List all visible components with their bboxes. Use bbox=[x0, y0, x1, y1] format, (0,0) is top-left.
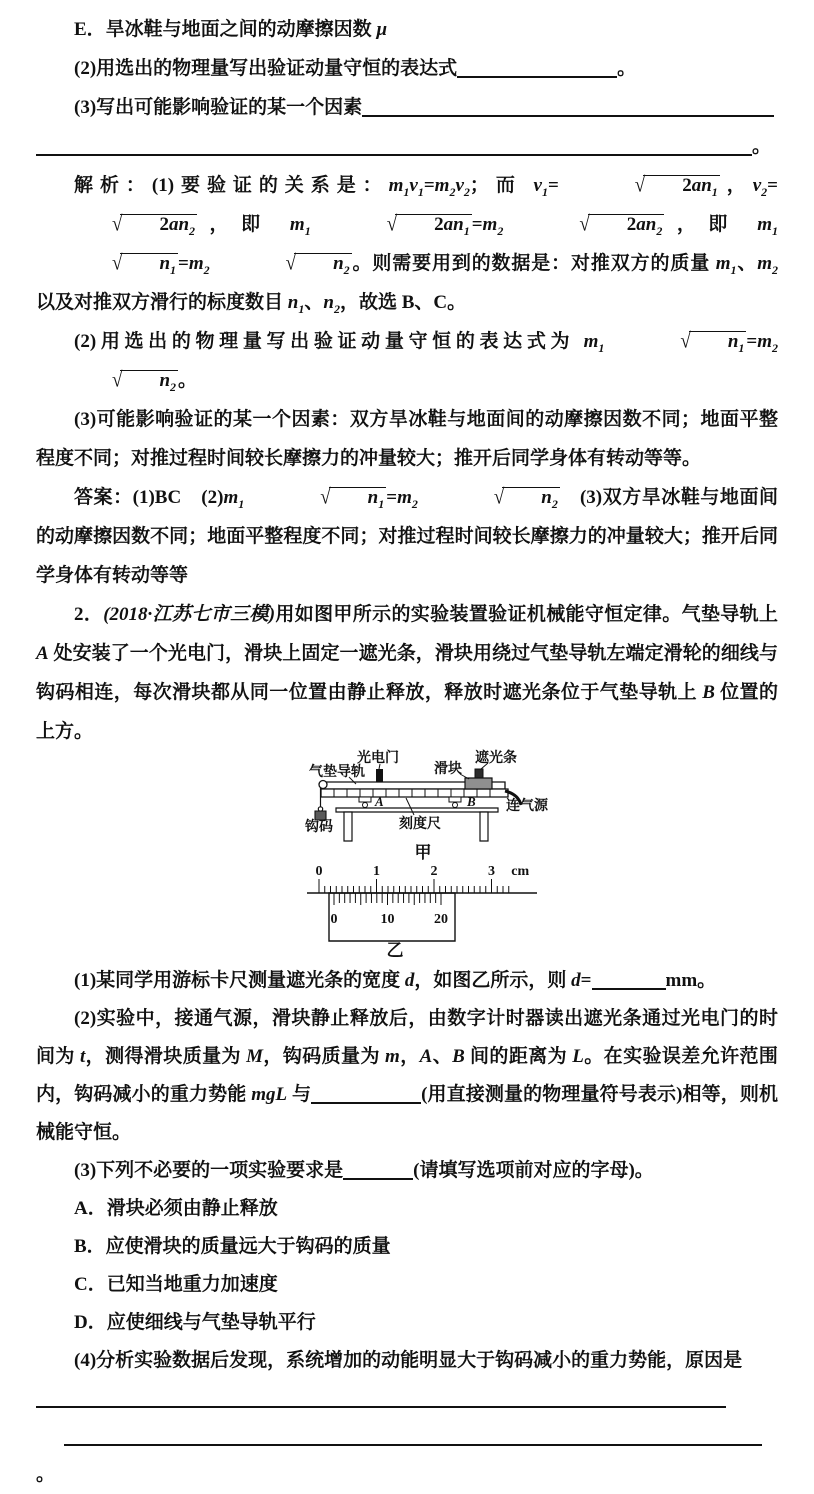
text-run: 用如图甲所示的实验装置验证机械能守恒定律。气垫导轨上 bbox=[275, 604, 778, 625]
text-run: 2 bbox=[159, 214, 169, 235]
math-variable: m bbox=[223, 487, 239, 508]
text-run: 。 bbox=[178, 370, 198, 391]
figure-yi-caption: 乙 bbox=[386, 941, 404, 960]
text-run: 。 bbox=[617, 58, 637, 79]
math-subscript: 1 bbox=[378, 496, 385, 511]
figure-jia-apparatus-diagram bbox=[294, 751, 554, 861]
photogate-label: 光电门 bbox=[357, 751, 399, 766]
text-run: (2)用选出的物理量写出验证动量守恒的表达式为 bbox=[74, 331, 584, 352]
text-run: 位置的上方。 bbox=[36, 682, 778, 742]
math-subscript: 2 bbox=[656, 223, 663, 238]
problem2-blank-line-2 bbox=[36, 1418, 778, 1494]
slider-label: 滑块 bbox=[434, 762, 462, 777]
ruler-label: 刻度尺 bbox=[399, 817, 441, 832]
math-subscript: 1 bbox=[417, 184, 424, 199]
math-variable: m bbox=[385, 1046, 400, 1067]
main-scale-unit: cm bbox=[511, 864, 530, 879]
problem2-option-c bbox=[36, 1266, 778, 1304]
text-run: (3)双方旱冰鞋与地面间的动摩擦因数不同；地面平整程度不同；对推过程时间较长摩擦力的冲量较大；推开后同学身体有转动等等 bbox=[36, 487, 778, 586]
radical-sign: √ bbox=[112, 251, 123, 276]
problem1-analysis-p1 bbox=[36, 166, 778, 322]
text-run: (3)可能影响验证的某一个因素：双方旱冰鞋与地面间的动摩擦因数不同；地面平整程度不同；对推过程时间较长摩擦力的冲量较大；推开后同学身体有转动等等。 bbox=[36, 409, 778, 469]
problem2-option-a bbox=[36, 1190, 778, 1228]
text-run: (1)BC (2) bbox=[132, 487, 224, 508]
text-run: E．旱冰鞋与地面之间的动摩擦因数 bbox=[74, 19, 377, 40]
radical bbox=[244, 478, 386, 517]
math-subscript: 1 bbox=[170, 262, 177, 277]
radical-body bbox=[120, 253, 178, 275]
math-variable: B bbox=[702, 682, 715, 703]
problem1-blank-line bbox=[36, 127, 778, 166]
math-variable: n bbox=[323, 292, 334, 313]
text-run: 、 bbox=[304, 292, 324, 313]
problem2-blank-line-1 bbox=[36, 1380, 778, 1418]
math-subscript: 1 bbox=[730, 262, 737, 277]
math-variable: L bbox=[572, 1046, 584, 1067]
math-subscript: 1 bbox=[598, 340, 605, 355]
main-scale-number: 0 bbox=[315, 864, 323, 879]
math-subscript: 2 bbox=[772, 340, 778, 355]
radical-sign: √ bbox=[680, 329, 691, 354]
math-variable: an bbox=[691, 175, 712, 196]
math-variable: m bbox=[289, 214, 305, 235]
math-variable: v bbox=[409, 175, 418, 196]
text-run: ，故选 B、C。 bbox=[339, 292, 467, 313]
math-subscript: 2 bbox=[189, 223, 196, 238]
text-run: 。 bbox=[752, 136, 772, 157]
vernier-number: 20 bbox=[434, 912, 448, 927]
text-run: 、 bbox=[736, 253, 758, 274]
math-variable: n bbox=[367, 487, 379, 508]
radical-body bbox=[395, 214, 472, 236]
section-problem1 bbox=[36, 10, 778, 960]
math-subscript: 2 bbox=[771, 262, 778, 277]
text-run: ， bbox=[399, 1046, 420, 1067]
math-variable: m bbox=[757, 253, 772, 274]
math-variable: n bbox=[727, 331, 739, 352]
text-run: = bbox=[423, 175, 435, 196]
figure-jia-caption: 甲 bbox=[414, 843, 432, 862]
math-variable: B bbox=[452, 1046, 465, 1067]
radical bbox=[36, 244, 178, 283]
light-blocking-strip bbox=[475, 769, 483, 778]
strip-label: 遮光条 bbox=[475, 751, 517, 766]
text-run: D．应使细线与气垫导轨平行 bbox=[74, 1312, 316, 1333]
vernier-labels bbox=[331, 912, 449, 927]
text-run: 2 bbox=[434, 214, 444, 235]
main-scale-labels bbox=[316, 864, 530, 879]
math-variable: m bbox=[715, 253, 731, 274]
text-run: = bbox=[767, 175, 778, 196]
radical bbox=[503, 205, 664, 244]
slider-block bbox=[465, 778, 492, 789]
radical-sign: √ bbox=[112, 212, 123, 237]
radical-body bbox=[329, 487, 387, 509]
blank-underline bbox=[311, 1085, 421, 1104]
math-variable: m bbox=[388, 175, 404, 196]
source-tag-run: (2018·江苏七市三模) bbox=[103, 604, 276, 625]
problem2-question-3 bbox=[36, 1152, 778, 1190]
math-variable: m bbox=[434, 175, 450, 196]
math-variable: m bbox=[188, 253, 204, 274]
text-run: ；而 bbox=[469, 175, 534, 196]
problem1-option-e bbox=[36, 10, 778, 49]
radical bbox=[604, 322, 746, 361]
blank-underline bbox=[362, 98, 774, 117]
figure-yi-vernier-caliper bbox=[302, 861, 542, 960]
blank-underline bbox=[64, 1427, 762, 1446]
text-run: (2)实验中，接通气源，滑块静止释放后，由数字计时器读出遮光条通过光电门的时间为 bbox=[36, 1008, 778, 1067]
position-b-label: B bbox=[467, 794, 476, 809]
math-variable: m bbox=[482, 214, 498, 235]
radical bbox=[418, 478, 560, 517]
math-subscript: 2 bbox=[551, 496, 558, 511]
math-variable: A bbox=[36, 643, 49, 664]
math-variable: m bbox=[397, 487, 412, 508]
text-run: 2 bbox=[626, 214, 637, 235]
air-source-label: 连气源 bbox=[506, 799, 548, 814]
math-subscript: 2 bbox=[333, 301, 340, 316]
position-a-label: A bbox=[375, 794, 384, 809]
weight-label: 钩码 bbox=[305, 820, 333, 835]
radical-body bbox=[120, 214, 197, 236]
radical-sign: √ bbox=[320, 485, 331, 510]
text-run: = bbox=[580, 970, 592, 991]
blank-underline bbox=[36, 1389, 726, 1408]
math-subscript: 2 bbox=[463, 184, 470, 199]
problem2-question-2 bbox=[36, 1000, 778, 1152]
photogate-sensor bbox=[376, 769, 383, 782]
text-run: ， bbox=[719, 175, 753, 196]
radical bbox=[311, 205, 472, 244]
math-subscript: 1 bbox=[238, 496, 245, 511]
math-subscript: 2 bbox=[343, 262, 350, 277]
math-variable: m bbox=[757, 214, 772, 235]
text-run: (用直接测量的物理量符号表示)相等，则机械能守恒。 bbox=[36, 1084, 778, 1143]
radical-body bbox=[120, 370, 178, 392]
math-subscript: 2 bbox=[761, 184, 768, 199]
table-leg-left bbox=[344, 812, 352, 841]
math-variable: m bbox=[757, 331, 772, 352]
math-variable: an bbox=[636, 214, 657, 235]
problem2-question-1 bbox=[36, 962, 778, 1000]
radical bbox=[36, 205, 197, 244]
text-run: (1)某同学用游标卡尺测量遮光条的宽度 bbox=[74, 970, 405, 991]
math-subscript: 1 bbox=[738, 340, 745, 355]
radical-sign: √ bbox=[285, 251, 297, 276]
math-variable: μ bbox=[376, 19, 388, 40]
text-run: C．已知当地重力加速度 bbox=[74, 1274, 278, 1295]
radical bbox=[36, 361, 178, 400]
radical bbox=[210, 244, 352, 283]
radical-sign: √ bbox=[386, 212, 398, 237]
math-subscript: 1 bbox=[463, 223, 470, 238]
hanging-weight bbox=[315, 811, 326, 820]
radical-body bbox=[643, 175, 720, 197]
text-run: (3)下列不必要的一项实验要求是 bbox=[74, 1160, 344, 1181]
text-run: 间的距离为 bbox=[464, 1046, 573, 1067]
vernier-number: 0 bbox=[330, 912, 338, 927]
math-variable: M bbox=[246, 1046, 264, 1067]
main-scale-number: 2 bbox=[430, 864, 438, 879]
text-run: B．应使滑块的质量远大于钩码的质量 bbox=[74, 1236, 391, 1257]
problem2-stem bbox=[36, 595, 778, 751]
math-variable: A bbox=[419, 1046, 433, 1067]
blank-underline bbox=[36, 137, 752, 156]
main-scale-number: 3 bbox=[488, 864, 495, 879]
table-leg-right bbox=[480, 812, 488, 841]
math-variable: an bbox=[443, 214, 464, 235]
math-variable: n bbox=[541, 487, 552, 508]
section-problem2-questions bbox=[36, 962, 778, 1494]
problem1-answer bbox=[36, 478, 778, 595]
math-subscript: 1 bbox=[403, 184, 410, 199]
text-run: = bbox=[746, 331, 758, 352]
text-run: = bbox=[386, 487, 398, 508]
math-variable: d bbox=[571, 970, 581, 991]
radical-body bbox=[588, 214, 665, 236]
math-variable: d bbox=[404, 970, 415, 991]
text-run: 以及对推双方滑行的标度数目 bbox=[36, 292, 288, 313]
text-run: 2 bbox=[682, 175, 692, 196]
pulley-icon bbox=[319, 781, 327, 789]
text-run: = bbox=[547, 175, 559, 196]
math-subscript: 2 bbox=[203, 262, 210, 277]
radical-body bbox=[502, 487, 560, 509]
air-track-ruler-band bbox=[321, 789, 508, 797]
problem1-question-3 bbox=[36, 88, 778, 127]
main-scale-number: 1 bbox=[373, 864, 380, 879]
radical-sign: √ bbox=[493, 485, 505, 510]
math-subscript: 2 bbox=[497, 223, 504, 238]
text-run: 、 bbox=[432, 1046, 453, 1067]
heading-run: 解析： bbox=[74, 175, 152, 196]
problem2-option-d bbox=[36, 1304, 778, 1342]
text-run: = bbox=[471, 214, 483, 235]
air-track-label: 气垫导轨 bbox=[309, 765, 365, 780]
math-subscript: 1 bbox=[711, 184, 718, 199]
math-subscript: 1 bbox=[541, 184, 548, 199]
math-variable: an bbox=[168, 214, 190, 235]
text-run: ，即 bbox=[664, 214, 758, 235]
problem1-question-2 bbox=[36, 49, 778, 88]
text-run: 。在实验误差允许范围内，钩码减小的重力势能 bbox=[36, 1046, 778, 1105]
text-run: (2)用选出的物理量写出验证动量守恒的表达式 bbox=[74, 58, 458, 79]
text-run: A．滑块必须由静止释放 bbox=[74, 1198, 278, 1219]
math-variable: n bbox=[159, 370, 171, 391]
problem2-question-4 bbox=[36, 1342, 778, 1380]
text-run: mm。 bbox=[665, 970, 717, 991]
math-variable: v bbox=[455, 175, 464, 196]
vernier-number: 10 bbox=[380, 912, 395, 927]
math-subscript: 1 bbox=[304, 223, 311, 238]
math-variable: n bbox=[159, 253, 171, 274]
text-run: 与 bbox=[287, 1084, 312, 1105]
math-subscript: 2 bbox=[411, 496, 418, 511]
text-run: 。则需要用到的数据是：对推双方的质量 bbox=[351, 253, 716, 274]
math-variable: mgL bbox=[251, 1084, 288, 1105]
radical-sign: √ bbox=[112, 368, 123, 393]
radical-sign: √ bbox=[634, 173, 646, 198]
math-variable: t bbox=[79, 1046, 86, 1067]
text-run: (4)分析实验数据后发现，系统增加的动能明显大于钩码减小的重力势能，原因是 bbox=[74, 1350, 743, 1371]
math-variable: m bbox=[583, 331, 599, 352]
problem2-option-b bbox=[36, 1228, 778, 1266]
text-run: 2． bbox=[74, 604, 104, 625]
blank-underline bbox=[343, 1161, 413, 1180]
math-variable: v bbox=[533, 175, 542, 196]
math-variable: v bbox=[752, 175, 762, 196]
math-subscript: 1 bbox=[298, 301, 305, 316]
text-run: ，如图乙所示，则 bbox=[414, 970, 572, 991]
text-run: ，即 bbox=[197, 214, 290, 235]
text-run: ，测得滑块质量为 bbox=[85, 1046, 247, 1067]
math-subscript: 1 bbox=[772, 223, 778, 238]
text-run: (请填写选项前对应的字母)。 bbox=[413, 1160, 654, 1181]
text-run: = bbox=[178, 253, 189, 274]
main-scale-ticks bbox=[319, 879, 509, 893]
heading-run: 答案： bbox=[74, 487, 133, 508]
radical-body bbox=[294, 253, 352, 275]
text-run: ，钩码质量为 bbox=[263, 1046, 386, 1067]
vernier-ticks bbox=[334, 893, 441, 905]
text-run: 。 bbox=[36, 1464, 56, 1485]
blank-underline bbox=[592, 971, 666, 990]
math-variable: n bbox=[287, 292, 299, 313]
problem1-analysis-p3 bbox=[36, 400, 778, 478]
text-run: 处安装了一个光电门，滑块上固定一遮光条，滑块用绕过气垫导轨左端定滑轮的细线与钩码相连，每次滑块都从同一位置由静止释放，释放时遮光条位于气垫导轨上 bbox=[36, 643, 778, 703]
text-run: (3)写出可能影响验证的某一个因素 bbox=[74, 97, 363, 118]
math-variable: n bbox=[333, 253, 344, 274]
radical-sign: √ bbox=[579, 212, 590, 237]
radical-body bbox=[689, 331, 747, 353]
problem1-analysis-p2 bbox=[36, 322, 778, 400]
math-subscript: 2 bbox=[170, 379, 177, 394]
math-subscript: 2 bbox=[449, 184, 456, 199]
blank-underline bbox=[457, 59, 617, 78]
radical bbox=[559, 166, 720, 205]
text-run: (1)要验证的关系是： bbox=[151, 175, 389, 196]
